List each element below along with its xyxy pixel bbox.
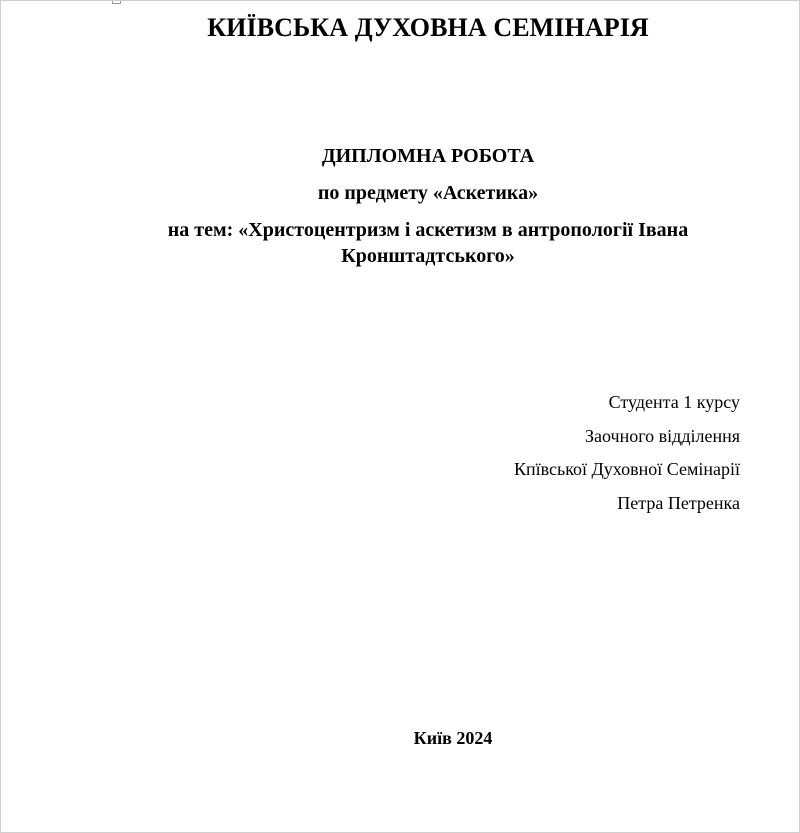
title-block bbox=[1, 143, 800, 269]
author-line-name: Петра Петренка bbox=[617, 492, 740, 513]
author-line-seminary: Кпївської Духовної Семінарії bbox=[513, 459, 740, 479]
author-line-course: Студента 1 курсу bbox=[608, 392, 740, 412]
author-block bbox=[514, 389, 740, 523]
subject-line: по предмету «Аскетика» bbox=[317, 182, 539, 204]
author-line-department: Заочного відділення bbox=[585, 425, 740, 446]
city-year: Київ 2024 bbox=[413, 728, 493, 748]
topic-line: на тем: «Христоцентризм і аскетизм в антропології Івана Кронштадтського» bbox=[167, 219, 689, 267]
institution-title: КИЇВСЬКА ДУХОВНА СЕМІНАРІЯ bbox=[207, 13, 649, 42]
page-corner-mark bbox=[112, 0, 121, 4]
work-type: ДИПЛОМНА РОБОТА bbox=[321, 145, 535, 167]
